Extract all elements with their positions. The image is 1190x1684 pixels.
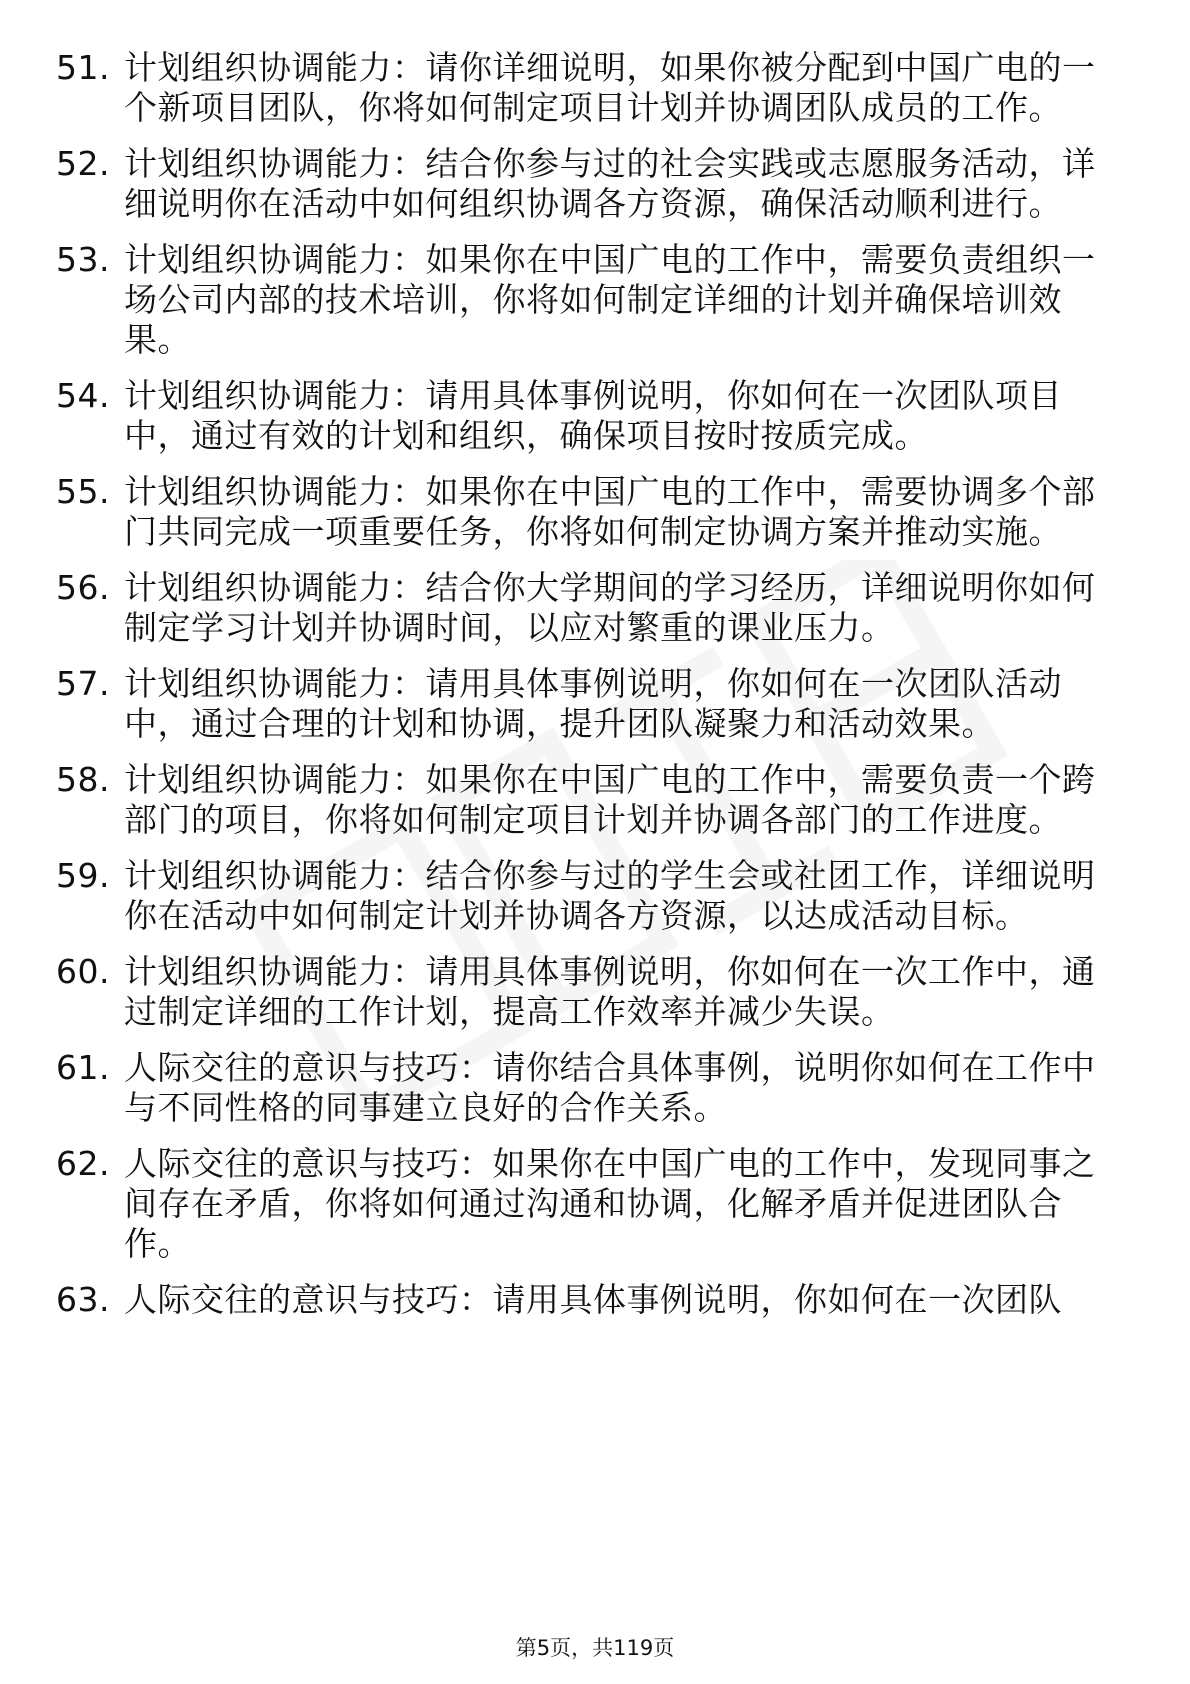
question-text: 计划组织协调能力：请你详细说明，如果你被分配到中国广电的一个新项目团队，你将如何制定项目计划并协调团队成员的工作。 [124, 48, 1096, 127]
question-item [56, 376, 1116, 456]
question-number: 59. [56, 856, 110, 895]
question-text: 计划组织协调能力：请用具体事例说明，你如何在一次团队项目中，通过有效的计划和组织，确保项目按时按质完成。 [124, 376, 1062, 455]
question-number: 58. [56, 760, 110, 799]
question-list [56, 48, 1116, 1336]
question-text: 计划组织协调能力：请用具体事例说明，你如何在一次团队活动中，通过合理的计划和协调，提升团队凝聚力和活动效果。 [124, 664, 1062, 743]
question-item [56, 856, 1116, 936]
question-item [56, 568, 1116, 648]
question-number: 62. [56, 1144, 110, 1183]
question-text: 人际交往的意识与技巧：如果你在中国广电的工作中，发现同事之间存在矛盾，你将如何通过沟通和协调，化解矛盾并促进团队合作。 [124, 1144, 1096, 1263]
question-text: 人际交往的意识与技巧：请用具体事例说明，你如何在一次团队 [124, 1280, 1062, 1319]
question-number: 51. [56, 48, 110, 87]
question-item [56, 952, 1116, 1032]
question-number: 57. [56, 664, 110, 703]
question-item [56, 472, 1116, 552]
question-number: 63. [56, 1280, 110, 1319]
question-item [56, 1144, 1116, 1264]
question-text: 计划组织协调能力：结合你参与过的社会实践或志愿服务活动，详细说明你在活动中如何组织协调各方资源，确保活动顺利进行。 [124, 144, 1096, 223]
question-number: 55. [56, 472, 110, 511]
question-item [56, 664, 1116, 744]
question-text: 计划组织协调能力：如果你在中国广电的工作中，需要负责一个跨部门的项目，你将如何制定项目计划并协调各部门的工作进度。 [124, 760, 1096, 839]
question-text: 人际交往的意识与技巧：请你结合具体事例，说明你如何在工作中与不同性格的同事建立良好的合作关系。 [124, 1048, 1096, 1127]
question-item [56, 144, 1116, 224]
question-number: 52. [56, 144, 110, 183]
question-number: 54. [56, 376, 110, 415]
question-number: 53. [56, 240, 110, 279]
question-number: 56. [56, 568, 110, 607]
question-item [56, 240, 1116, 360]
question-item [56, 48, 1116, 128]
question-text: 计划组织协调能力：结合你参与过的学生会或社团工作，详细说明你在活动中如何制定计划并协调各方资源，以达成活动目标。 [124, 856, 1096, 935]
question-item [56, 760, 1116, 840]
question-text: 计划组织协调能力：结合你大学期间的学习经历，详细说明你如何制定学习计划并协调时间，以应对繁重的课业压力。 [124, 568, 1096, 647]
page-footer: 第5页，共119页 [515, 1636, 675, 1660]
question-item [56, 1280, 1116, 1320]
question-text: 计划组织协调能力：如果你在中国广电的工作中，需要负责组织一场公司内部的技术培训，你将如何制定详细的计划并确保培训效果。 [124, 240, 1096, 359]
question-text: 计划组织协调能力：请用具体事例说明，你如何在一次工作中，通过制定详细的工作计划，提高工作效率并减少失误。 [124, 952, 1096, 1031]
question-text: 计划组织协调能力：如果你在中国广电的工作中，需要协调多个部门共同完成一项重要任务，你将如何制定协调方案并推动实施。 [124, 472, 1096, 551]
question-number: 60. [56, 952, 110, 991]
question-item [56, 1048, 1116, 1128]
question-number: 61. [56, 1048, 110, 1087]
